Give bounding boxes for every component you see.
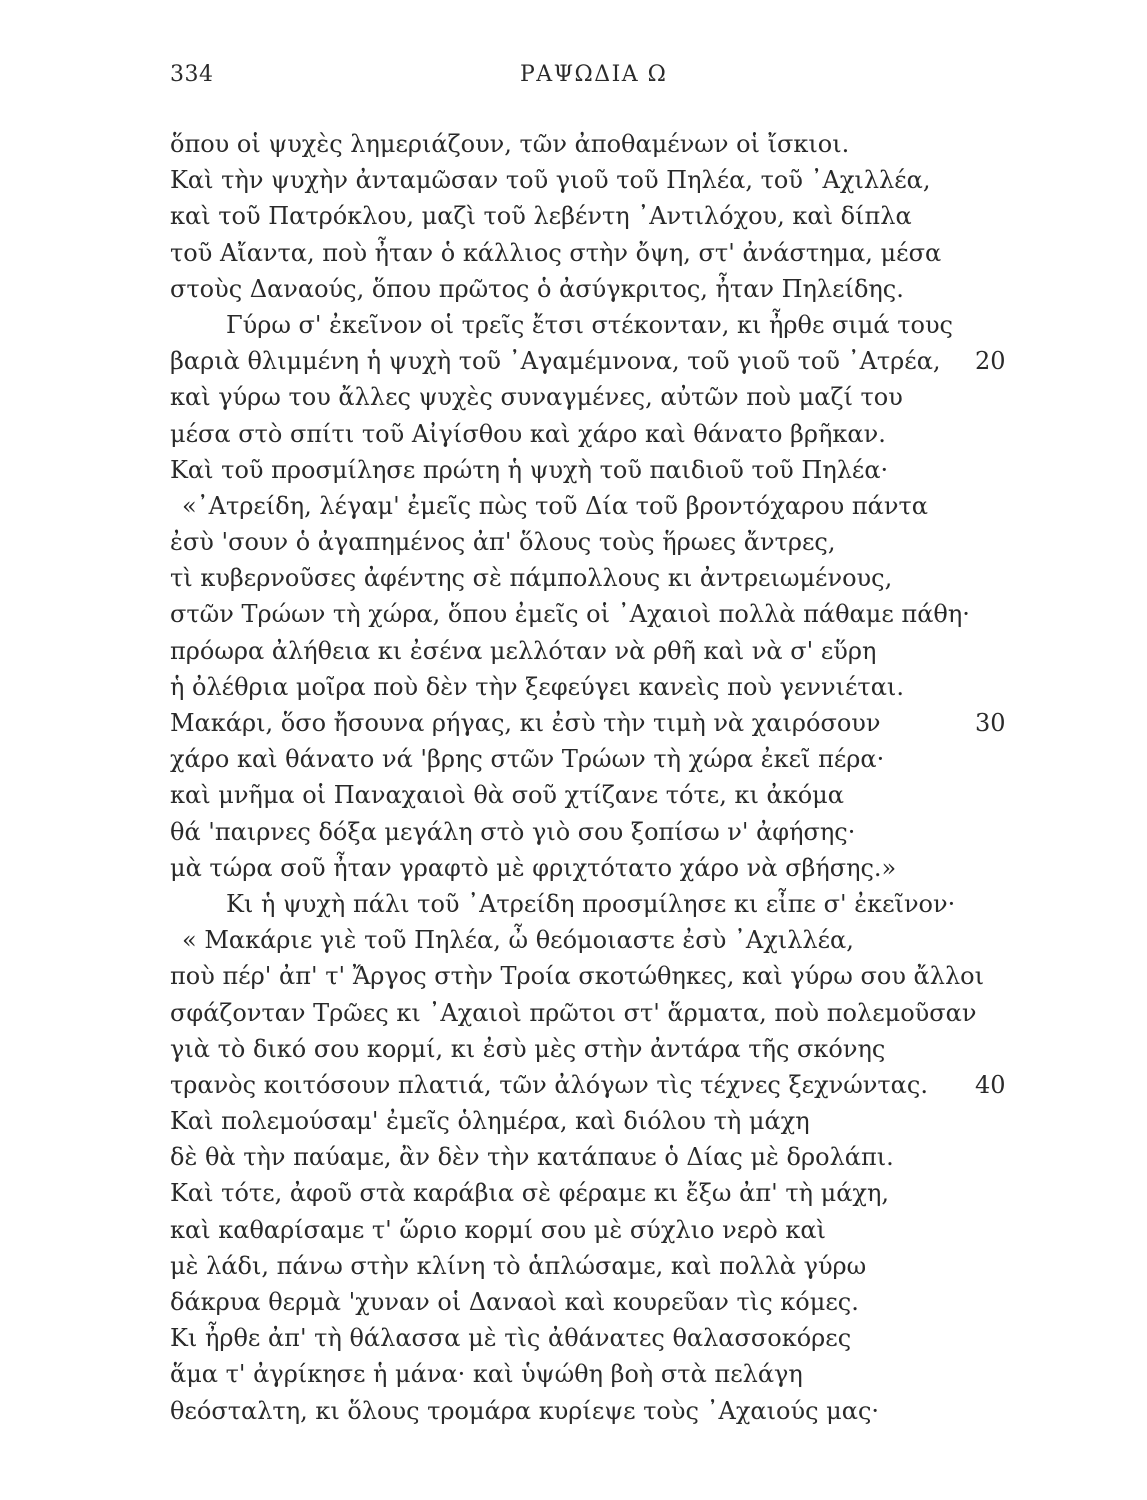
verse-text: ὅπου οἱ ψυχὲς λημεριάζουν, τῶν ἀποθαμένων οἱ ἴσκιοι. [170, 130, 850, 158]
verse-text: χάρο καὶ θάνατο νά 'βρης στῶν Τρώων τὴ χώρα ἐκεῖ πέρα· [170, 745, 885, 774]
verse-text: μέσα στὸ σπίτι τοῦ Αἰγίσθου καὶ χάρο καὶ θάνατο βρῆκαν. [170, 419, 886, 448]
line-number: 20 [975, 347, 1006, 376]
verse-text: στοὺς Δαναούς, ὅπου πρῶτος ὁ ἀσύγκριτος, ἦταν Πηλείδης. [170, 274, 904, 303]
verse-line [170, 488, 1030, 524]
page-header [170, 62, 1000, 96]
verse-text: καὶ καθαρίσαμε τ' ὥριο κορμί σου μὲ σύχλιο νερὸ καὶ [170, 1215, 826, 1244]
verse-text: Γύρω σ' ἐκεῖνον οἱ τρεῖς ἔτσι στέκονταν, κι ἦρθε σιμά τους [226, 310, 953, 339]
verse-text: Καὶ τότε, ἀφοῦ στὰ καράβια σὲ φέραμε κι ἔξω ἀπ' τὴ μάχη, [170, 1179, 889, 1208]
verse-line [170, 307, 1030, 343]
verse-line [170, 850, 1030, 886]
verse-line [170, 162, 1030, 198]
verse-line [170, 995, 1030, 1031]
verse-text: στῶν Τρώων τὴ χώρα, ὅπου ἐμεῖς οἱ ᾿Αχαιοὶ πολλὰ πάθαμε πάθη· [170, 600, 970, 629]
verse-text: καὶ τοῦ Πατρόκλου, μαζὶ τοῦ λεβέντη ᾿Αντιλόχου, καὶ δίπλα [170, 202, 912, 231]
verse-line [170, 1139, 1030, 1175]
verse-text: θά 'παιρνες δόξα μεγάλη στὸ γιὸ σου ξοπίσω ν' ἀφήσης· [170, 817, 856, 846]
verse-line [170, 416, 1030, 452]
verse-line [170, 1175, 1030, 1211]
verse-line [170, 814, 1030, 850]
verse-text: μὲ λάδι, πάνω στὴν κλίνη τὸ ἁπλώσαμε, καὶ πολλὰ γύρω [170, 1251, 867, 1280]
verse-text: βαριὰ θλιμμένη ἡ ψυχὴ τοῦ ᾿Αγαμέμνονα, τοῦ γιοῦ τοῦ ᾿Ατρέα, [170, 347, 941, 376]
verse-line [170, 922, 1030, 958]
verse-text: καὶ γύρω του ἄλλες ψυχὲς συναγμένες, αὐτῶν ποὺ μαζί του [170, 383, 903, 412]
poem-text [170, 126, 1030, 1429]
running-title: ΡΑΨΩΔΙΑ Ω [520, 62, 668, 87]
verse-line [170, 379, 1030, 415]
verse-text: Καὶ τοῦ προσμίλησε πρώτη ἡ ψυχὴ τοῦ παιδιοῦ τοῦ Πηλέα· [170, 455, 889, 484]
verse-text: « Μακάριε γιὲ τοῦ Πηλέα, ὦ θεόμοιαστε ἐσὺ ᾿Αχιλλέα, [182, 926, 854, 955]
verse-text: γιὰ τὸ δικό σου κορμί, κι ἐσὺ μὲς στὴν ἀντάρα τῆς σκόνης [170, 1034, 886, 1063]
verse-text: ἅμα τ' ἀγρίκησε ἡ μάνα· καὶ ὑψώθη βοὴ στὰ πελάγη [170, 1360, 803, 1389]
verse-line [170, 777, 1030, 813]
verse-line [170, 1103, 1030, 1139]
verse-text: δὲ θὰ τὴν παύαμε, ἂν δὲν τὴν κατάπαυε ὁ Δίας μὲ δρολάπι. [170, 1143, 894, 1172]
verse-text: μὰ τώρα σοῦ ἦταν γραφτὸ μὲ φριχτότατο χάρο νὰ σβήσης.» [170, 853, 897, 882]
verse-text: Κι ἡ ψυχὴ πάλι τοῦ ᾿Ατρείδη προσμίλησε κι εἶπε σ' ἐκεῖνον· [226, 889, 956, 918]
verse-line [170, 126, 1030, 162]
verse-line [170, 1067, 1030, 1103]
verse-line [170, 633, 1030, 669]
verse-line [170, 596, 1030, 632]
verse-line [170, 705, 1030, 741]
verse-text: καὶ μνῆμα οἱ Παναχαιοὶ θὰ σοῦ χτίζανε τότε, κι ἀκόμα [170, 781, 844, 810]
verse-text: ποὺ πέρ' ἀπ' τ' Ἄργος στὴν Τροία σκοτώθηκες, καὶ γύρω σου ἄλλοι [170, 962, 985, 991]
verse-line [170, 1356, 1030, 1392]
verse-text: ἐσὺ 'σουν ὁ ἀγαπημένος ἀπ' ὅλους τοὺς ἥρωες ἄντρες, [170, 528, 836, 557]
verse-text: τρανὸς κοιτόσουν πλατιά, τῶν ἀλόγων τὶς τέχνες ξεχνώντας. [170, 1070, 928, 1099]
verse-line [170, 235, 1030, 271]
verse-line [170, 958, 1030, 994]
verse-line [170, 1284, 1030, 1320]
verse-text: πρόωρα ἀλήθεια κι ἐσένα μελλόταν νὰ ρθῆ καὶ νὰ σ' εὕρη [170, 636, 877, 665]
verse-line [170, 1248, 1030, 1284]
verse-line [170, 1212, 1030, 1248]
verse-line [170, 669, 1030, 705]
verse-text: θεόσταλτη, κι ὅλους τρομάρα κυρίεψε τοὺς ᾿Αχαιούς μας· [170, 1396, 880, 1425]
verse-text: δάκρυα θερμὰ 'χυναν οἱ Δαναοὶ καὶ κουρεῦαν τὶς κόμες. [170, 1288, 859, 1316]
verse-text: Κι ἦρθε ἀπ' τὴ θάλασσα μὲ τὶς ἀθάνατες θαλασσοκόρες [170, 1324, 852, 1353]
verse-line [170, 741, 1030, 777]
verse-text: τὶ κυβερνοῦσες ἀφέντης σὲ πάμπολλους κι ἀντρειωμένους, [170, 564, 893, 593]
verse-line [170, 271, 1030, 307]
verse-line [170, 524, 1030, 560]
verse-line [170, 198, 1030, 234]
verse-text: Μακάρι, ὅσο ἤσουνα ρήγας, κι ἐσὺ τὴν τιμὴ νὰ χαιρόσουν [170, 709, 881, 737]
verse-line [170, 1393, 1030, 1429]
page-number: 334 [170, 62, 214, 87]
verse-text: Καὶ τὴν ψυχὴν ἀνταμῶσαν τοῦ γιοῦ τοῦ Πηλέα, τοῦ ᾿Αχιλλέα, [170, 166, 931, 195]
verse-line [170, 343, 1030, 379]
verse-text: τοῦ Αἴαντα, ποὺ ἦταν ὁ κάλλιος στὴν ὄψη, στ' ἀνάστημα, μέσα [170, 238, 942, 267]
verse-line [170, 452, 1030, 488]
verse-line [170, 1031, 1030, 1067]
verse-text: «᾿Ατρείδη, λέγαμ' ἐμεῖς πὼς τοῦ Δία τοῦ βροντόχαρου πάντα [182, 491, 928, 520]
verse-line [170, 560, 1030, 596]
line-number: 30 [975, 709, 1006, 737]
verse-line [170, 886, 1030, 922]
verse-text: ἡ ὀλέθρια μοῖρα ποὺ δὲν τὴν ξεφεύγει κανεὶς ποὺ γεννιέται. [170, 672, 904, 701]
line-number: 40 [975, 1070, 1006, 1099]
verse-text: σφάζονταν Τρῶες κι ᾿Αχαιοὶ πρῶτοι στ' ἅρματα, ποὺ πολεμοῦσαν [170, 998, 977, 1027]
verse-text: Καὶ πολεμούσαμ' ἐμεῖς ὁλημέρα, καὶ διόλου τὴ μάχη [170, 1107, 810, 1136]
verse-line [170, 1320, 1030, 1356]
